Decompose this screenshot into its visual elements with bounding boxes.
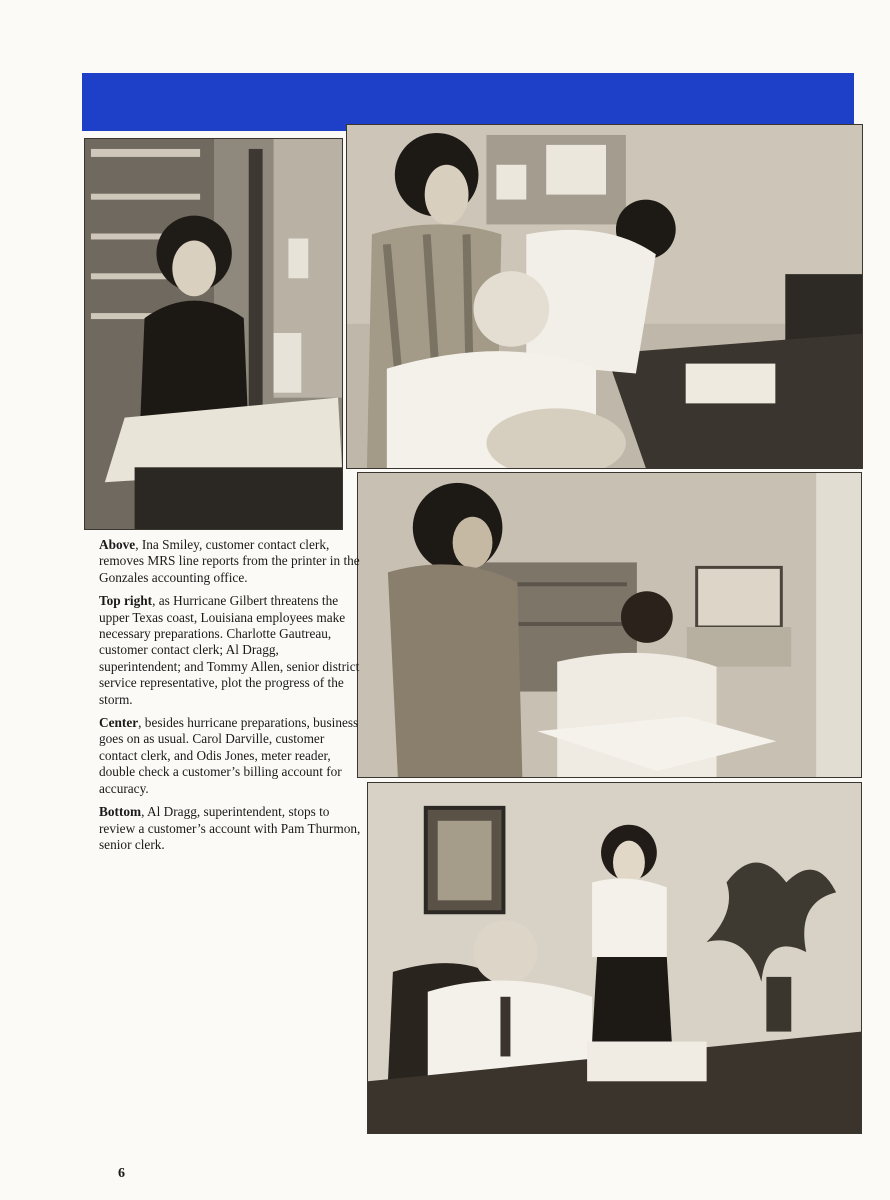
caption-text: , as Hurricane Gilbert threatens the upper Texas coast, Louisiana employees make necessary preparations. Charlotte Gautreau, customer contact clerk; Al Dragg, superintendent; and Tommy Allen, senior district service representative, plot the progress of the storm. [99, 593, 360, 707]
caption-lead: Bottom [99, 804, 142, 820]
caption-center [99, 715, 361, 797]
caption-block [99, 537, 361, 860]
photo-above [84, 138, 343, 530]
caption-text: , Al Dragg, superintendent, stops to review a customer’s account with Pam Thurmon, senior clerk. [99, 804, 361, 852]
caption-text: , besides hurricane preparations, business goes on as usual. Carol Darville, customer contact clerk, and Odis Jones, meter reader, double check a customer’s billing account for accuracy. [99, 715, 359, 796]
photo-top-right [346, 124, 863, 469]
header-color-bar [82, 73, 854, 131]
caption-lead: Center [99, 715, 139, 731]
photo-center [357, 472, 862, 778]
caption-lead: Top right [99, 593, 153, 609]
photo-bottom [367, 782, 862, 1134]
caption-above [99, 537, 361, 586]
caption-top-right [99, 593, 361, 708]
photo-billing-check-icon [358, 473, 861, 777]
caption-bottom [99, 804, 361, 853]
photo-hurricane-preparations-icon [347, 125, 862, 468]
photo-printer-office-icon [85, 139, 342, 529]
caption-text: , Ina Smiley, customer contact clerk, removes MRS line reports from the printer in the Gonzales accounting office. [99, 537, 360, 585]
photo-superintendent-desk-icon [368, 783, 861, 1133]
page-number: 6 [118, 1166, 125, 1181]
caption-lead: Above [99, 537, 136, 552]
